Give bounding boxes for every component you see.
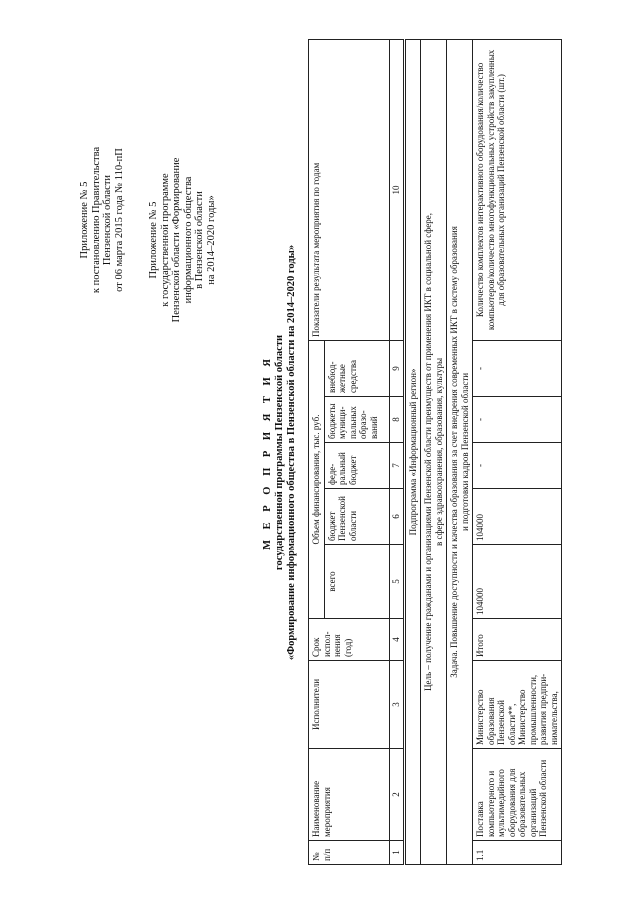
task-row [447, 39, 473, 864]
column-number: 5 [389, 545, 404, 619]
appendix-number: Приложение № 5 [148, 201, 159, 279]
row-name: Поставка компьютерного и мультимедийного оборудования для образовательных организаций Пензенской области [473, 749, 562, 841]
header-name: Наименование мероприятия [309, 749, 390, 841]
header-regional-budget: бюджет Пензенской области [324, 489, 389, 545]
row-extra-budget: - [473, 340, 562, 396]
row-term: Итого [473, 619, 562, 661]
title-subheading: государственной программы Пензенской области [274, 334, 285, 571]
appendix-program: на 2014–2020 годы» [205, 195, 217, 285]
task-line: Задача. Повышение доступности и качества образования за счет внедрения современных ИКТ в систему образования [449, 226, 459, 678]
column-number: 9 [389, 340, 404, 396]
column-number: 1 [389, 841, 404, 865]
column-number: 7 [389, 443, 404, 489]
header-financing: Объем финансирования, тыс. руб. [309, 340, 325, 618]
task-line: и подготовки кадров Пензенской области [459, 372, 470, 532]
row-result: Количество комплектов интерактивного оборудования/количество компьютеров/количество многофункциональных устройств закупленных для образовательных организаций Пензенской области (шт.) [473, 39, 562, 340]
header-term: Срок испол-нения (год) [309, 619, 390, 661]
appendix-note-program [148, 120, 217, 360]
goal-row [421, 39, 447, 864]
header-extra-budget: внебюд-жетные средства [324, 340, 389, 396]
appendix-program: в Пензенской области [194, 191, 205, 289]
row-federal-budget: - [473, 443, 562, 489]
header-federal-budget: феде-ральный бюджет [324, 443, 389, 489]
row-num: 1.1 [473, 841, 562, 865]
appendix-ref: к постановлению Правительства [90, 146, 102, 294]
row-executor: Министерство образования Пензенской области**, Министерство промышленности, развития предпри-нимательства, [473, 661, 562, 749]
appendix-region: Пензенской области [102, 174, 113, 266]
appendix-number: Приложение № 5 [79, 181, 90, 259]
row-total: 104000 [473, 545, 562, 619]
row-regional-budget: 104000 [473, 489, 562, 545]
task-text [447, 39, 473, 864]
document-title [262, 0, 298, 905]
column-number: 6 [389, 489, 404, 545]
table-row [473, 39, 562, 864]
header-num: № п/п [309, 841, 390, 865]
goal-text [421, 39, 447, 864]
appendix-program: информационного общества [182, 176, 194, 304]
title-heading: М Е Р О П Р И Я Т И Я [262, 355, 273, 550]
appendix-note-decree [79, 120, 125, 320]
activities-table [308, 39, 562, 865]
table-header-row [309, 39, 325, 864]
goal-line: в сфере здравоохранения, образования, культуры [433, 357, 444, 547]
goal-line: Цель – получение гражданами и организациями Пензенской области преимуществ от применения ИКТ в социальной сфере, [423, 213, 433, 691]
column-number: 3 [389, 661, 404, 749]
title-program-name: «Формирование информационного общества в Пензенской области на 2014–2020 годы» [286, 244, 297, 661]
column-number: 2 [389, 749, 404, 841]
header-municipal-budget: бюджеты муници-пальных образо-ваний [324, 397, 389, 443]
appendix-ref: к государственной программе [159, 173, 171, 307]
header-total: всего [324, 545, 389, 619]
subprogram-row [404, 39, 421, 864]
column-number: 4 [389, 619, 404, 661]
header-executor: Исполнители [309, 661, 390, 749]
appendix-date: от 06 марта 2015 года № 110-пП [113, 148, 125, 292]
column-number-row [389, 39, 404, 864]
column-number: 8 [389, 397, 404, 443]
column-number: 10 [389, 39, 404, 340]
header-result: Показатели результата мероприятия по годам [309, 39, 390, 340]
appendix-program: Пензенской области «Формирование [171, 157, 182, 323]
subprogram-title: Подпрограмма «Информационный регион» [404, 39, 421, 864]
row-municipal-budget: - [473, 397, 562, 443]
